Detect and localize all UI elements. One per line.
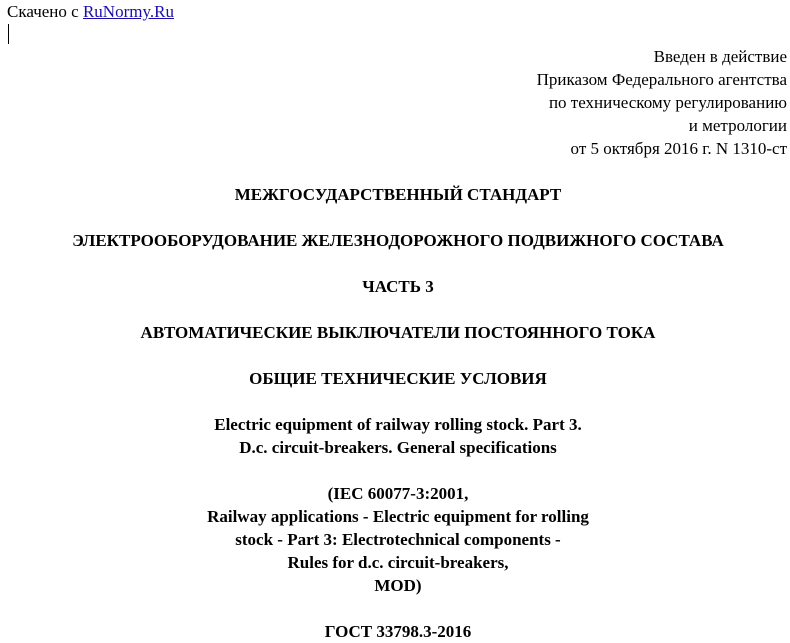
enactment-line: по техническому регулированию: [548, 93, 787, 112]
english-title-line: D.c. circuit-breakers. General specifications: [239, 438, 557, 457]
iec-reference-line: MOD): [374, 576, 422, 595]
enactment-line: и метрологии: [688, 116, 787, 135]
enactment-line: Введен в действие: [653, 47, 787, 66]
subtitle-heading: АВТОМАТИЧЕСКИЕ ВЫКЛЮЧАТЕЛИ ПОСТОЯННОГО ТОКА: [140, 323, 656, 342]
document-title: ЭЛЕКТРООБОРУДОВАНИЕ ЖЕЛЕЗНОДОРОЖНОГО ПОДВИЖНОГО СОСТАВА: [72, 231, 724, 250]
enactment-block: [537, 45, 787, 160]
english-title-line: Electric equipment of railway rolling stock. Part 3.: [214, 415, 582, 434]
runormy-link[interactable]: RuNormy.Ru: [82, 2, 174, 21]
iec-reference-line: Railway applications - Electric equipment for rolling: [207, 507, 589, 526]
iec-reference: [0, 482, 790, 597]
iec-reference-line: Rules for d.c. circuit-breakers,: [287, 553, 509, 572]
conditions-heading: ОБЩИЕ ТЕХНИЧЕСКИЕ УСЛОВИЯ: [249, 369, 547, 388]
download-source: [7, 0, 174, 23]
iec-reference-line: (IEC 60077-3:2001,: [327, 484, 469, 503]
iec-reference-line: stock - Part 3: Electrotechnical components -: [235, 530, 561, 549]
enactment-line: Приказом Федерального агентства: [536, 70, 787, 89]
text-cursor: [8, 24, 9, 44]
enactment-line: от 5 октября 2016 г. N 1310-ст: [570, 139, 787, 158]
standard-type-heading: МЕЖГОСУДАРСТВЕННЫЙ СТАНДАРТ: [234, 185, 562, 204]
english-title: [0, 413, 790, 459]
part-heading: ЧАСТЬ 3: [362, 277, 434, 296]
download-prefix: Скачено с: [7, 2, 79, 21]
gost-number: ГОСТ 33798.3-2016: [324, 622, 472, 641]
